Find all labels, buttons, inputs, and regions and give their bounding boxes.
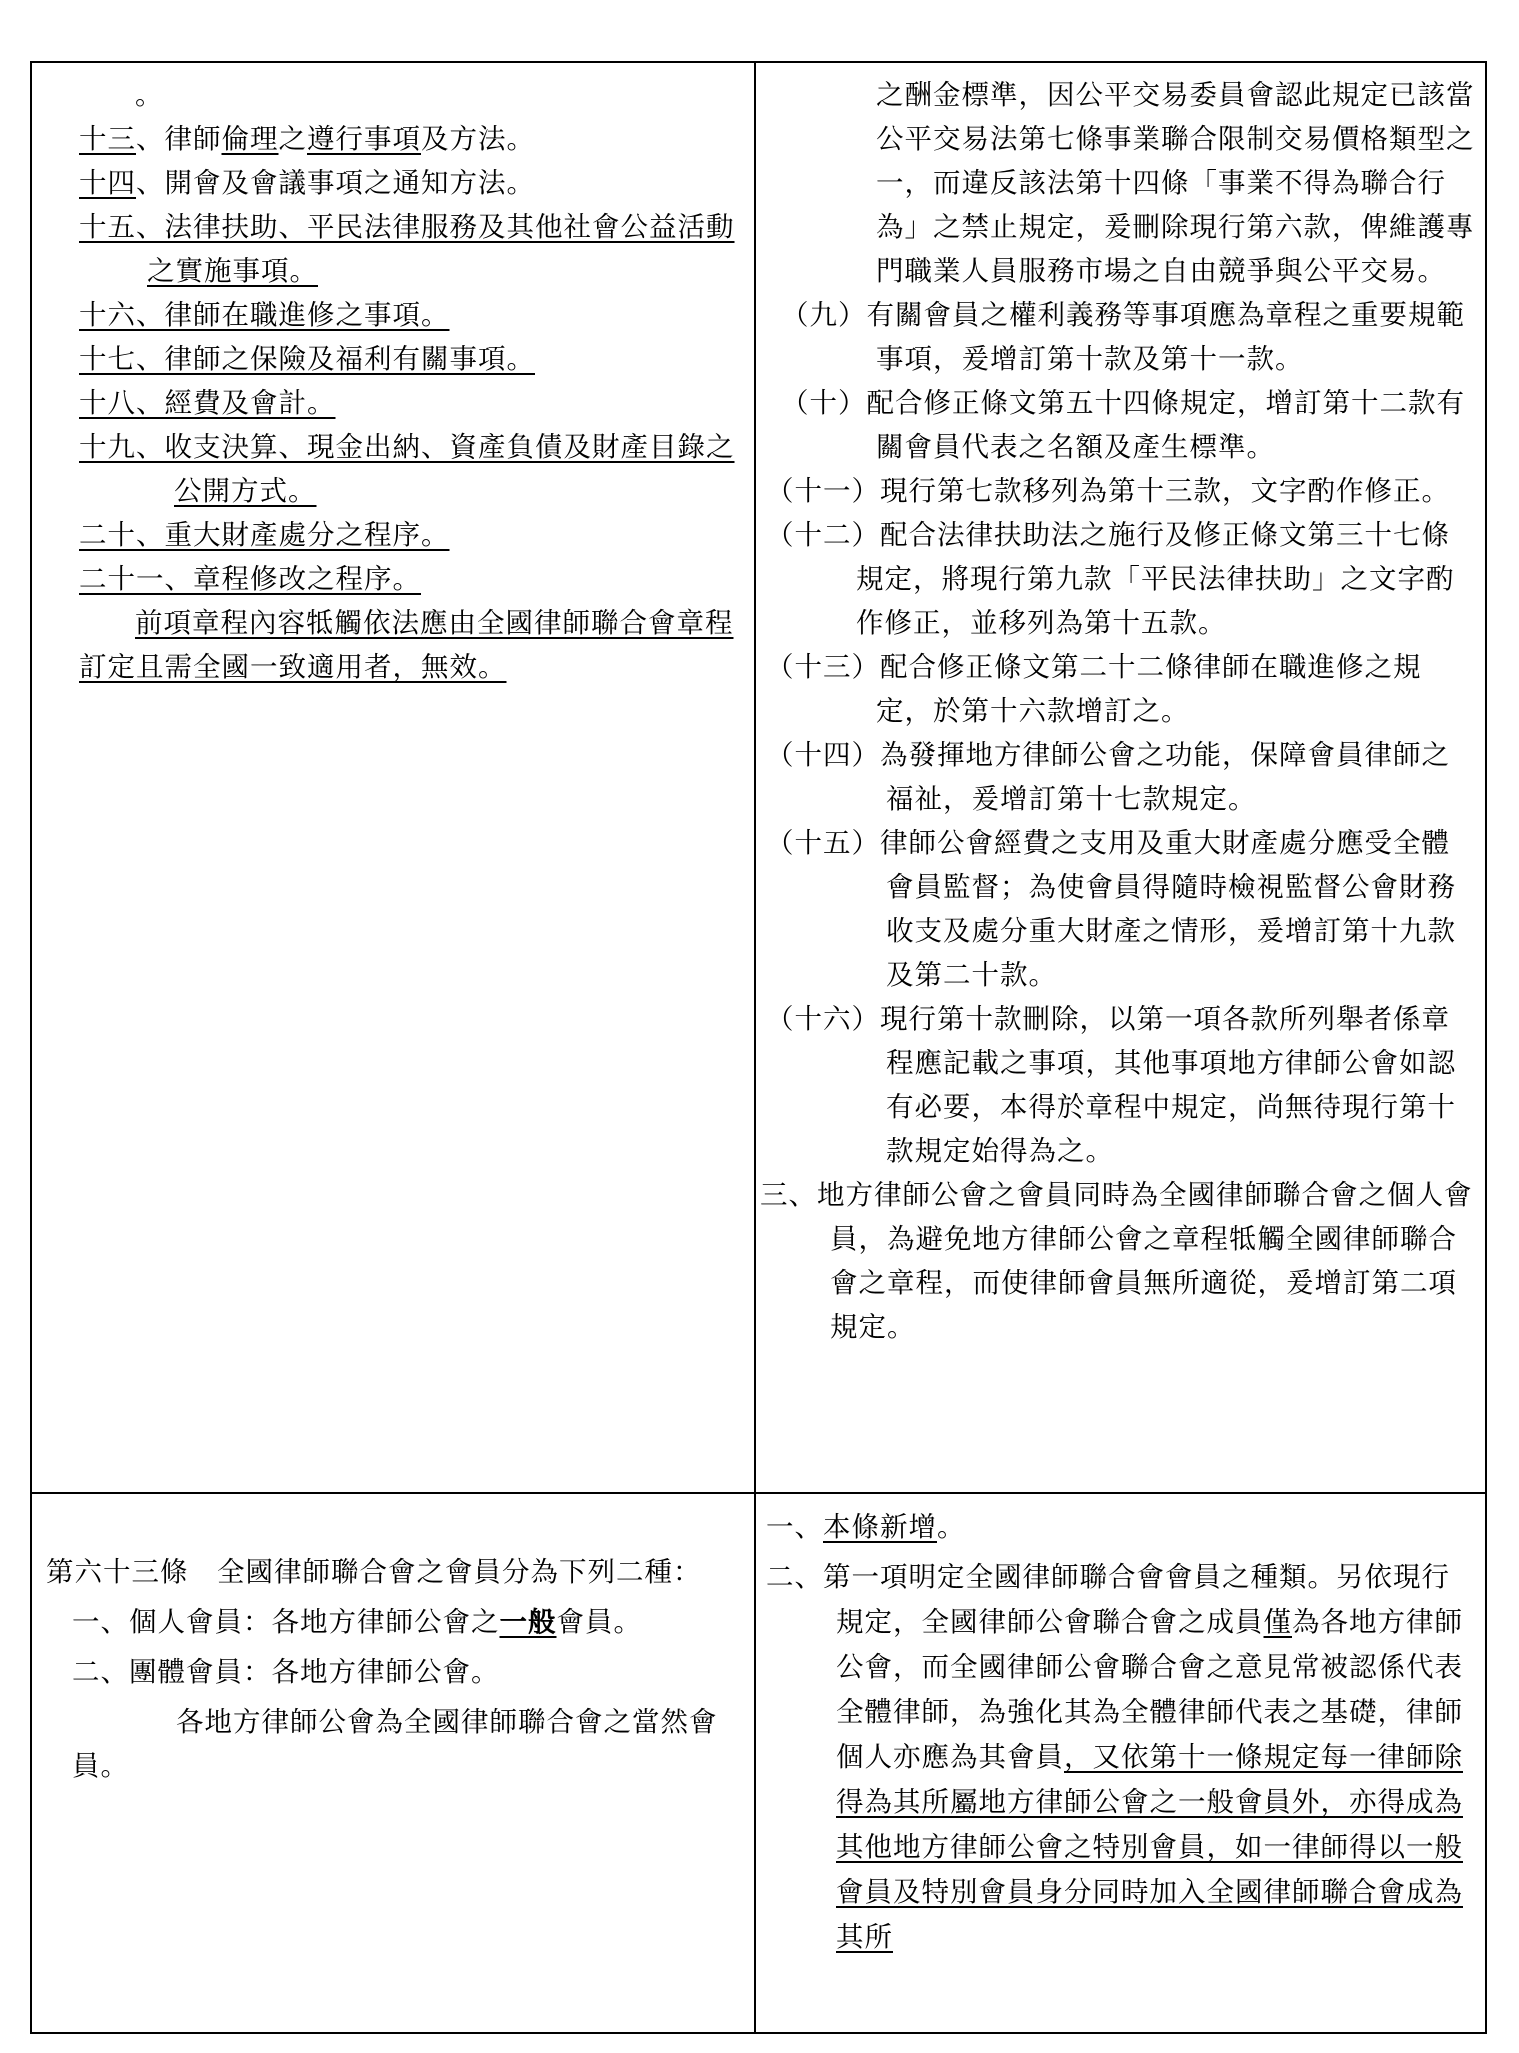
item-15: 十五、法律扶助、平民法律服務及其他社會公益活動之實施事項。	[79, 211, 735, 287]
item-14: 十四、開會及會議事項之通知方法。	[79, 167, 535, 199]
item-16: 十六、律師在職進修之事項。	[79, 299, 450, 331]
note-16: （十六）現行第十款刪除，以第一項各款所列舉者係章程應記載之事項，其他事項地方律師公會如認有必要，本得於章程中規定，尚無待現行第十款規定始得為之。	[766, 1003, 1456, 1167]
item-13: 十三、律師倫理之遵行事項及方法。	[79, 123, 535, 155]
article-63-item-2: 二、團體會員：各地方律師公會。	[72, 1656, 500, 1688]
explanation-section-1: 一、本條新增。	[766, 1511, 966, 1543]
item-21: 二十一、章程修改之程序。	[79, 563, 421, 595]
note-14: （十四）為發揮地方律師公會之功能，保障會員律師之福祉，爰增訂第十七款規定。	[766, 739, 1450, 815]
article-63-paragraph-2: 各地方律師公會為全國律師聯合會之當然會員。	[72, 1706, 718, 1782]
amended-text-cell-bottom	[32, 1494, 754, 2034]
item-20: 二十、重大財產處分之程序。	[79, 519, 450, 551]
item-17: 十七、律師之保險及福利有關事項。	[79, 343, 535, 375]
comparison-table	[30, 61, 1487, 2034]
item-19: 十九、收支決算、現金出納、資產負債及財產目錄之公開方式。	[79, 431, 735, 507]
section-3: 三、地方律師公會之會員同時為全國律師聯合會之個人會員，為避免地方律師公會之章程牴觸全國律師聯合會之章程，而使律師會員無所適從，爰增訂第二項規定。	[760, 1179, 1473, 1343]
explanation-cell-bottom	[756, 1494, 1485, 2034]
note-15: （十五）律師公會經費之支用及重大財產處分應受全體會員監督；為使會員得隨時檢視監督公會財務收支及處分重大財產之情形，爰增訂第十九款及第二十款。	[766, 827, 1456, 991]
note-12: （十二）配合法律扶助法之施行及修正條文第三十七條規定，將現行第九款「平民法律扶助」之文字酌作修正，並移列為第十五款。	[766, 519, 1455, 639]
explanation-continuation: 之酬金標準，因公平交易委員會認此規定已該當公平交易法第七條事業聯合限制交易價格類型之一，而違反該法第十四條「事業不得為聯合行為」之禁止規定，爰刪除現行第六款，俾維護專門職業人員服務市場之自由競爭與公平交易。	[876, 79, 1475, 287]
explanation-cell-top	[756, 63, 1485, 1492]
amended-text-cell-top	[32, 63, 754, 1492]
article-63-item-1: 一、個人會員：各地方律師公會之一般會員。	[72, 1606, 642, 1638]
explanation-section-2: 二、第一項明定全國律師聯合會會員之種類。另依現行規定，全國律師公會聯合會之成員僅為各地方律師公會，而全國律師公會聯合會之意見常被認係代表全體律師，為強化其為全體律師代表之基礎，律師個人亦應為其會員，又依第十一條規定每一律師除得為其所屬地方律師公會之一般會員外，亦得成為其他地方律師公會之特別會員，如一律師得以一般會員及特別會員身分同時加入全國律師聯合會成為其所	[766, 1561, 1463, 1953]
note-13: （十三）配合修正條文第二十二條律師在職進修之規定，於第十六款增訂之。	[766, 651, 1422, 727]
note-9: （九）有關會員之權利義務等事項應為章程之重要規範事項，爰增訂第十款及第十一款。	[781, 299, 1465, 375]
item-18: 十八、經費及會計。	[79, 387, 336, 419]
paragraph-2: 前項章程內容牴觸依法應由全國律師聯合會章程訂定且需全國一致適用者，無效。	[79, 607, 734, 683]
note-10: （十）配合修正條文第五十四條規定，增訂第十二款有關會員代表之名額及產生標準。	[781, 387, 1465, 463]
continuation-dot: 。	[135, 79, 164, 111]
article-63-heading: 第六十三條 全國律師聯合會之會員分為下列二種：	[46, 1556, 702, 1588]
note-11: （十一）現行第七款移列為第十三款，文字酌作修正。	[766, 475, 1450, 507]
